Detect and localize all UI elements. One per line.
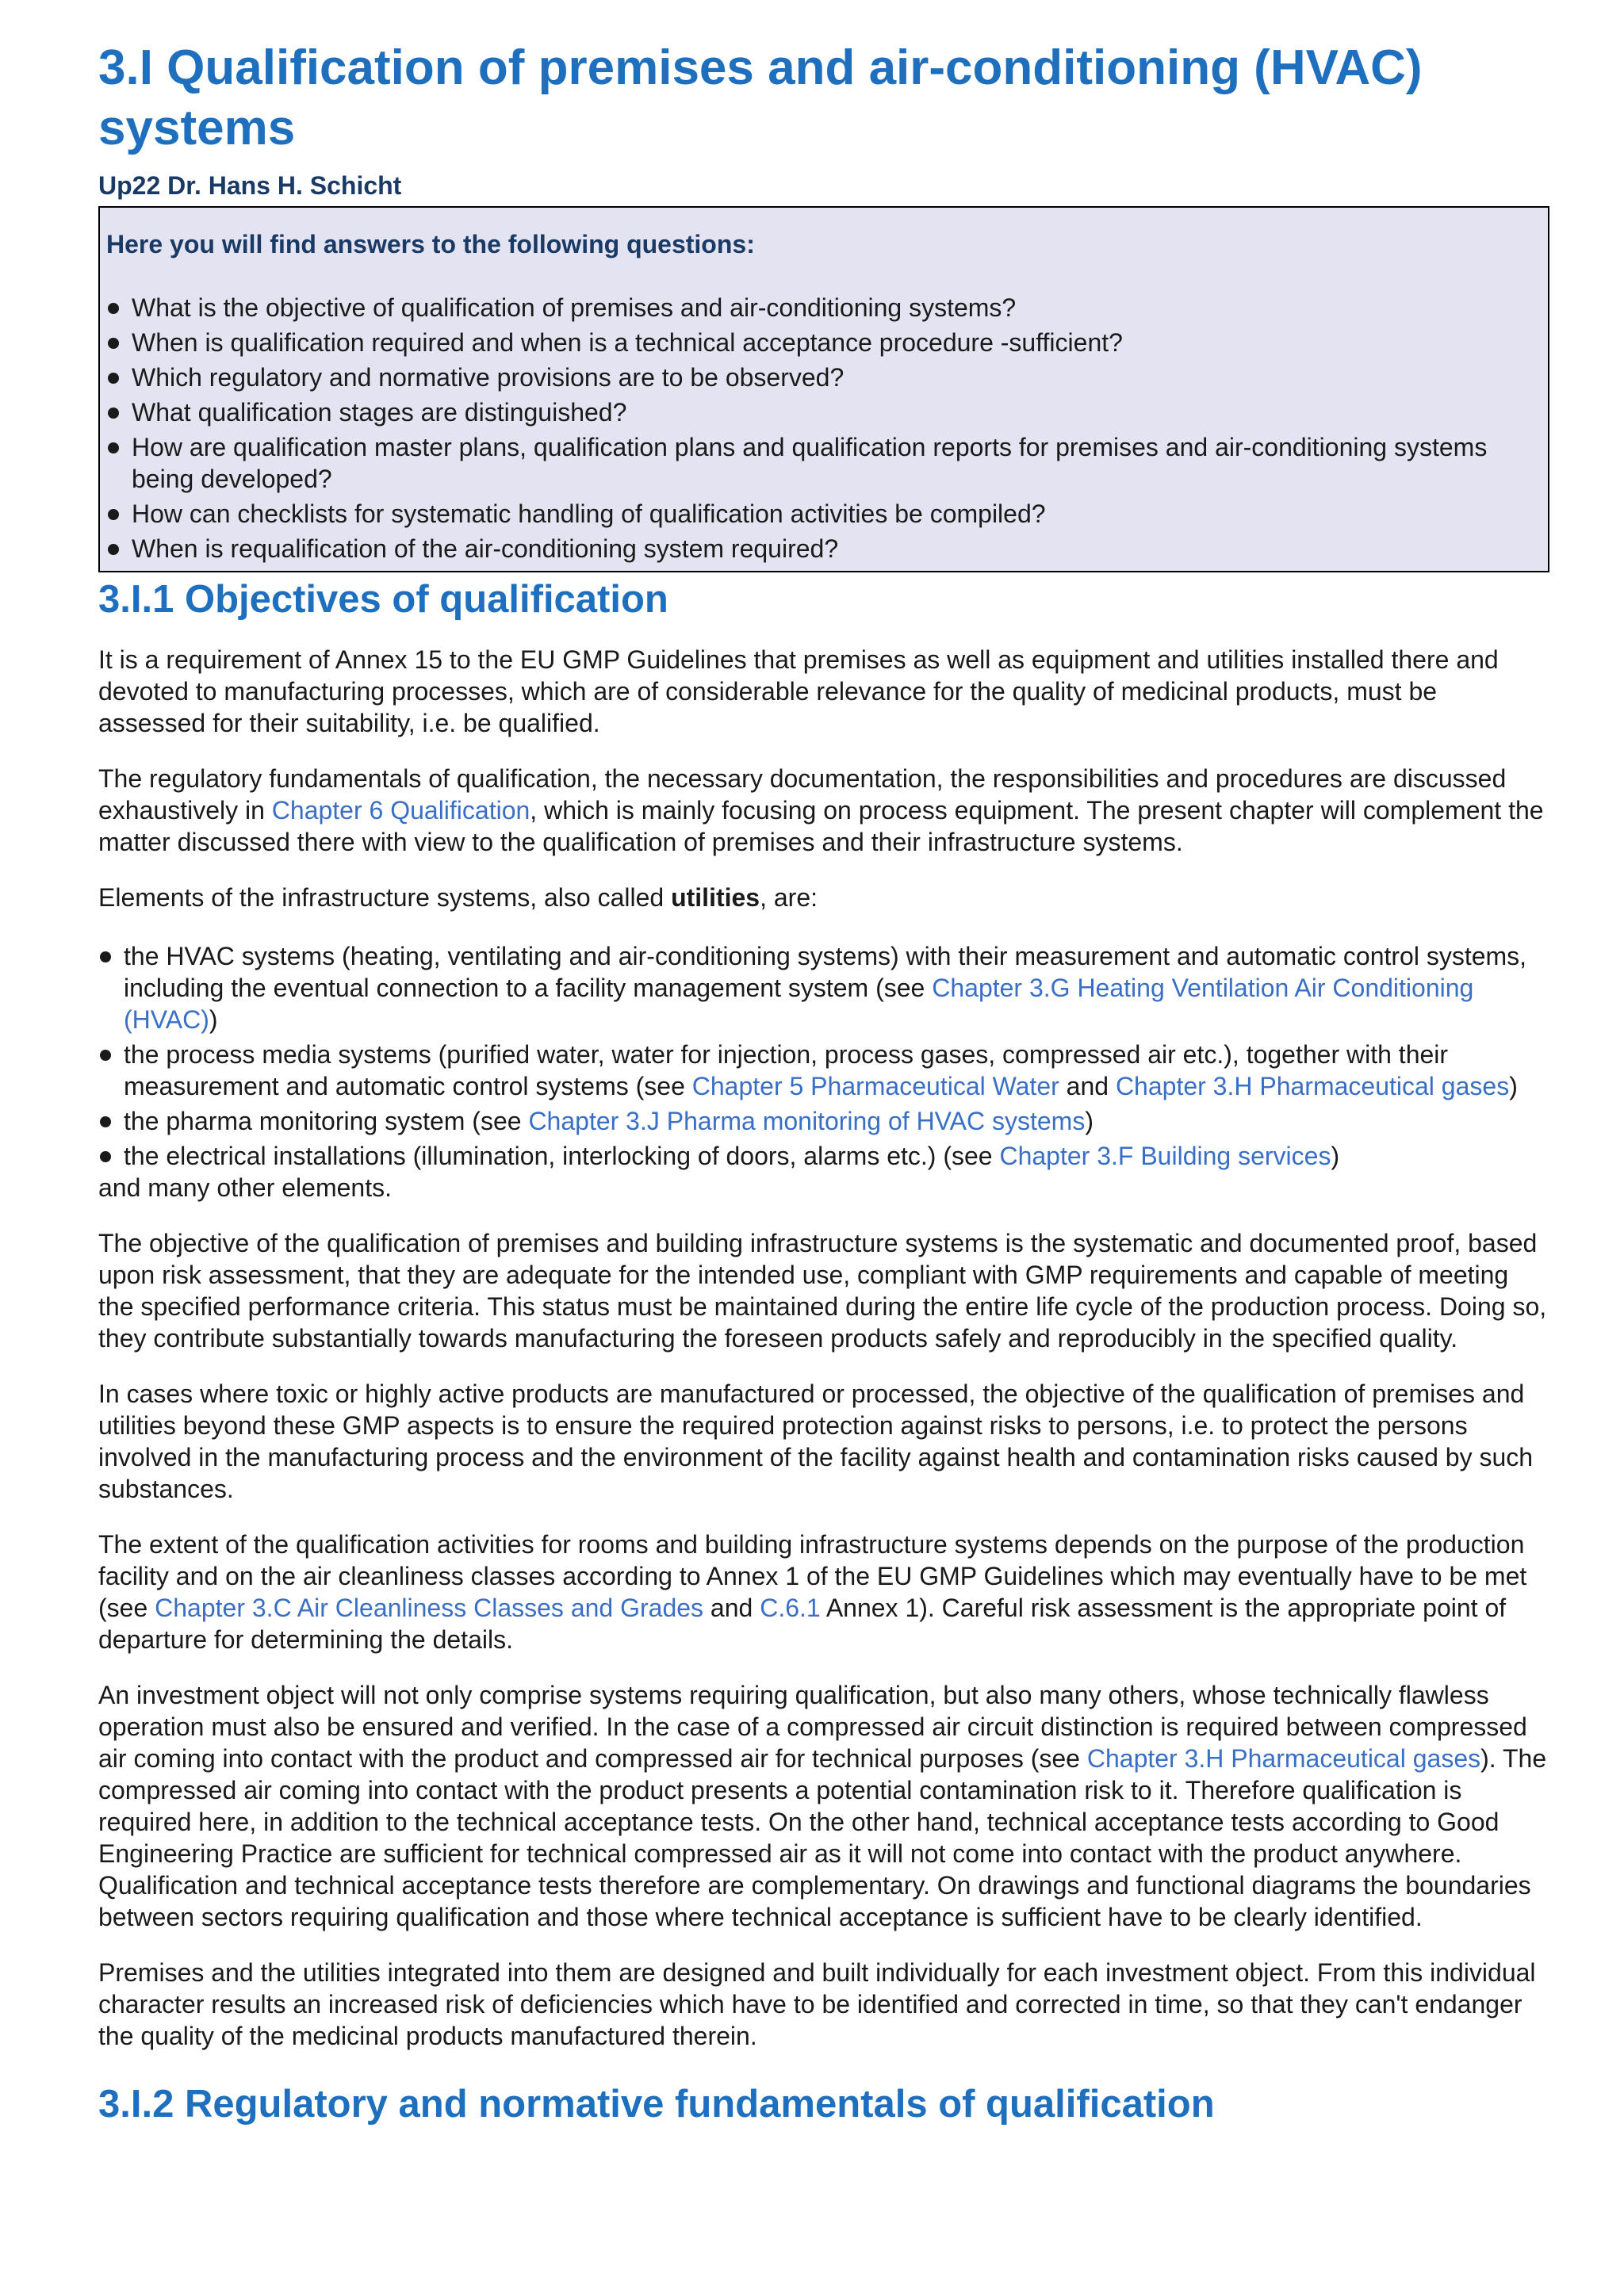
bullet-icon — [108, 544, 119, 555]
list-item: the process media systems (purified water, water for injection, process gases, compressed air etc.), together with their measurement and automatic control systems (see Chapter 5 Pharmaceutical Water and Chapter 3.H Pharmaceutical gases) — [98, 1039, 1549, 1102]
list-item: the HVAC systems (heating, ventilating and air-conditioning systems) with their measurement and automatic control systems, including the eventual connection to a facility management system (see Chapter 3.G Heating Ventilation Air Conditioning (HVAC)) — [98, 940, 1549, 1035]
list-item: the pharma monitoring system (see Chapter 3.J Pharma monitoring of HVAC systems) — [98, 1105, 1549, 1137]
bullet-icon — [108, 303, 119, 314]
paragraph-premises-utilities: Premises and the utilities integrated into them are designed and built individually for each investment object. From this individual character results an increased risk of deficiencies which have to be identified and corrected in time, so that they can't endanger the quality of the medicinal products manufactured therein. — [98, 1958, 1536, 2050]
link-chapter-3g[interactable]: Chapter 3.G Heating Ventilation Air Conditioning (HVAC) — [124, 974, 1474, 1034]
bullet-icon — [100, 1116, 111, 1127]
paragraph-objective: The objective of the qualification of premises and building infrastructure systems is the systematic and documented proof, based upon risk assessment, that they are adequate for the intended use, compliant with GMP requirements and capable of meeting the specified performance criteria. This status must be maintained during the entire life cycle of the production process. Doing so, they contribute substantially towards manufacturing the foreseen products safely and reproducibly in the specified quality. — [98, 1229, 1547, 1353]
link-chapter-5[interactable]: Chapter 5 Pharmaceutical Water — [691, 1072, 1059, 1100]
list-item: How are qualification master plans, qualification plans and qualification reports for premises and air-conditioning systems being developed? — [106, 431, 1542, 495]
bullet-icon — [100, 951, 111, 962]
paragraph-annex15: It is a requirement of Annex 15 to the EU GMP Guidelines that premises as well as equipment and utilities installed there and devoted to manufacturing processes, which are of considerable relevance for the quality of medicinal products, must be assessed for their suitability, i.e. be qualified. — [98, 645, 1499, 737]
bullet-icon — [108, 509, 119, 520]
document-content — [98, 38, 1549, 2128]
bullet-icon — [108, 338, 119, 349]
page-title: 3.I Qualification of premises and air-conditioning (HVAC) systems — [98, 40, 1423, 155]
list-item: What is the objective of qualification of premises and air-conditioning systems? — [106, 292, 1542, 323]
list-item: What qualification stages are distinguished? — [106, 396, 1542, 428]
list-item: the electrical installations (illumination, interlocking of doors, alarms etc.) (see Chapter 3.F Building services) — [98, 1140, 1549, 1172]
list-item: How can checklists for systematic handling of qualification activities be compiled? — [106, 498, 1542, 530]
bullet-icon — [100, 1151, 111, 1162]
author-line: Up22 Dr. Hans H. Schicht — [98, 171, 402, 200]
list-item: Which regulatory and normative provisions are to be observed? — [106, 362, 1542, 393]
bullet-icon — [108, 373, 119, 384]
questions-box — [98, 206, 1549, 572]
list-item: When is requalification of the air-conditioning system required? — [106, 533, 1542, 564]
list-item: When is qualification required and when is a technical acceptance procedure -sufficient? — [106, 327, 1542, 358]
paragraph-utilities-intro: Elements of the infrastructure systems, also called utilities, are: — [98, 883, 818, 912]
paragraph-extent: The extent of the qualification activities for rooms and building infrastructure systems depends on the purpose of the production facility and on the air cleanliness classes according to Annex 1 of the EU GMP Guidelines which may eventually have to be met (see Chapter 3.C Air Cleanliness Classes and Grades and C.6.1 Annex 1). Careful risk assessment is the appropriate point of departure for determining the details. — [98, 1530, 1527, 1654]
list-continuation: and many other elements. — [98, 1173, 392, 1202]
link-chapter-3j[interactable]: Chapter 3.J Pharma monitoring of HVAC systems — [528, 1107, 1086, 1135]
section-heading-objectives: 3.I.1 Objectives of qualification — [98, 578, 668, 621]
paragraph-toxic-products: In cases where toxic or highly active products are manufactured or processed, the objective of the qualification of premises and utilities beyond these GMP aspects is to ensure the required protection against risks to persons, i.e. to protect the persons involved in the manufacturing process and the environment of the facility against health and contamination risks caused by such substances. — [98, 1380, 1534, 1503]
utilities-list — [98, 940, 1549, 1172]
section-heading-regulatory: 3.I.2 Regulatory and normative fundamentals of qualification — [98, 2083, 1215, 2126]
link-chapter-6[interactable]: Chapter 6 Qualification — [271, 796, 530, 825]
link-chapter-3h[interactable]: Chapter 3.H Pharmaceutical gases — [1115, 1072, 1510, 1100]
questions-box-heading: Here you will find answers to the following questions: — [106, 230, 755, 258]
bullet-icon — [108, 408, 119, 419]
questions-list — [106, 292, 1542, 564]
link-chapter-3c[interactable]: Chapter 3.C Air Cleanliness Classes and Grades — [155, 1594, 704, 1622]
paragraph-regulatory: The regulatory fundamentals of qualification, the necessary documentation, the responsibilities and procedures are discussed exhaustively in Chapter 6 Qualification, which is mainly focusing on process equipment. The present chapter will complement the matter discussed there with view to the qualification of premises and their infrastructure systems. — [98, 764, 1544, 856]
bullet-icon — [108, 442, 119, 453]
link-chapter-3f[interactable]: Chapter 3.F Building services — [999, 1142, 1331, 1170]
paragraph-investment-object: An investment object will not only comprise systems requiring qualification, but also many others, whose technically flawless operation must also be ensured and verified. In the case of a compressed air circuit distinction is required between compressed air coming into contact with the product and compressed air for technical purposes (see Chapter 3.H Pharmaceutical gases). The compressed air coming into contact with the product presents a potential contamination risk to it. Therefore qualification is required here, in addition to the technical acceptance tests. On the other hand, technical acceptance tests according to Good Engineering Practice are sufficient for technical compressed air as it will not come into contact with the product anywhere. Qualification and technical acceptance tests therefore are complementary. On drawings and functional diagrams the boundaries between sectors requiring qualification and those where technical acceptance is sufficient have to be clearly identified. — [98, 1681, 1547, 1931]
link-chapter-3h-2[interactable]: Chapter 3.H Pharmaceutical gases — [1086, 1744, 1481, 1773]
bullet-icon — [100, 1050, 111, 1061]
link-c-6-1[interactable]: C.6.1 — [760, 1594, 821, 1622]
